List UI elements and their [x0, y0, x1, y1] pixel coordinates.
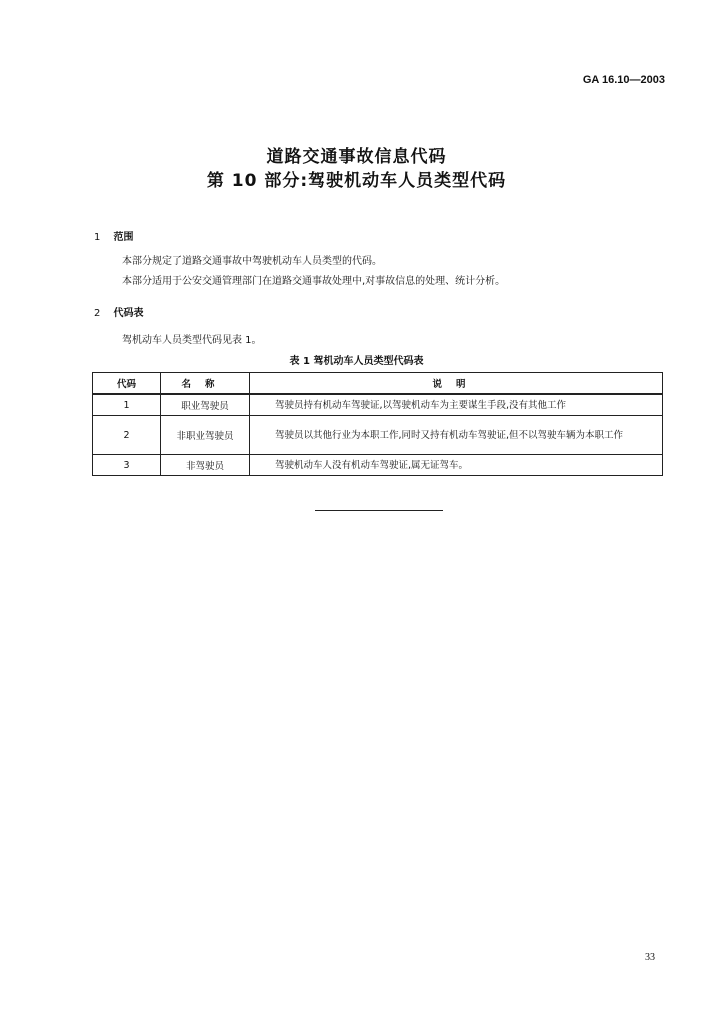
paragraph: 本部分规定了道路交通事故中驾驶机动车人员类型的代码。 — [122, 256, 382, 267]
cell-code: 2 — [93, 416, 161, 455]
table-row — [93, 394, 663, 416]
page-number: 33 — [645, 952, 655, 963]
cell-name: 非职业驾驶员 — [161, 416, 250, 455]
section-title: 代码表 — [113, 308, 144, 319]
cell-name: 非驾驶员 — [161, 455, 250, 476]
section-heading-code-table — [94, 304, 143, 319]
document-subtitle: 第 10 部分:驾驶机动车人员类型代码 — [206, 171, 507, 191]
column-header-code: 代码 — [93, 373, 161, 395]
column-header-description: 说明 — [250, 373, 663, 395]
table-caption: 表 1 驾机动车人员类型代码表 — [289, 356, 424, 367]
section-title: 范围 — [113, 232, 134, 243]
cell-description: 驾驶机动车人没有机动车驾驶证,属无证驾车。 — [250, 455, 663, 476]
section-number: 2 — [94, 308, 101, 319]
paragraph: 本部分适用于公安交通管理部门在道路交通事故处理中,对事故信息的处理、统计分析。 — [122, 276, 506, 287]
paragraph: 驾机动车人员类型代码见表 1。 — [122, 335, 262, 346]
section-number: 1 — [94, 232, 101, 243]
cell-description: 驾驶员持有机动车驾驶证,以驾驶机动车为主要谋生手段,没有其他工作 — [250, 394, 663, 416]
end-of-document-rule — [315, 510, 443, 511]
cell-code: 1 — [93, 394, 161, 416]
table-row — [93, 455, 663, 476]
section-heading-scope — [94, 228, 133, 243]
table-header-row — [93, 373, 663, 395]
cell-description: 驾驶员以其他行业为本职工作,同时又持有机动车驾驶证,但不以驾驶车辆为本职工作 — [250, 416, 663, 455]
document-title: 道路交通事故信息代码 — [266, 147, 447, 167]
cell-code: 3 — [93, 455, 161, 476]
standard-number: GA 16.10—2003 — [582, 74, 665, 86]
code-table — [92, 372, 663, 476]
column-header-name: 名称 — [161, 373, 250, 395]
cell-name: 职业驾驶员 — [161, 394, 250, 416]
table-row — [93, 416, 663, 455]
